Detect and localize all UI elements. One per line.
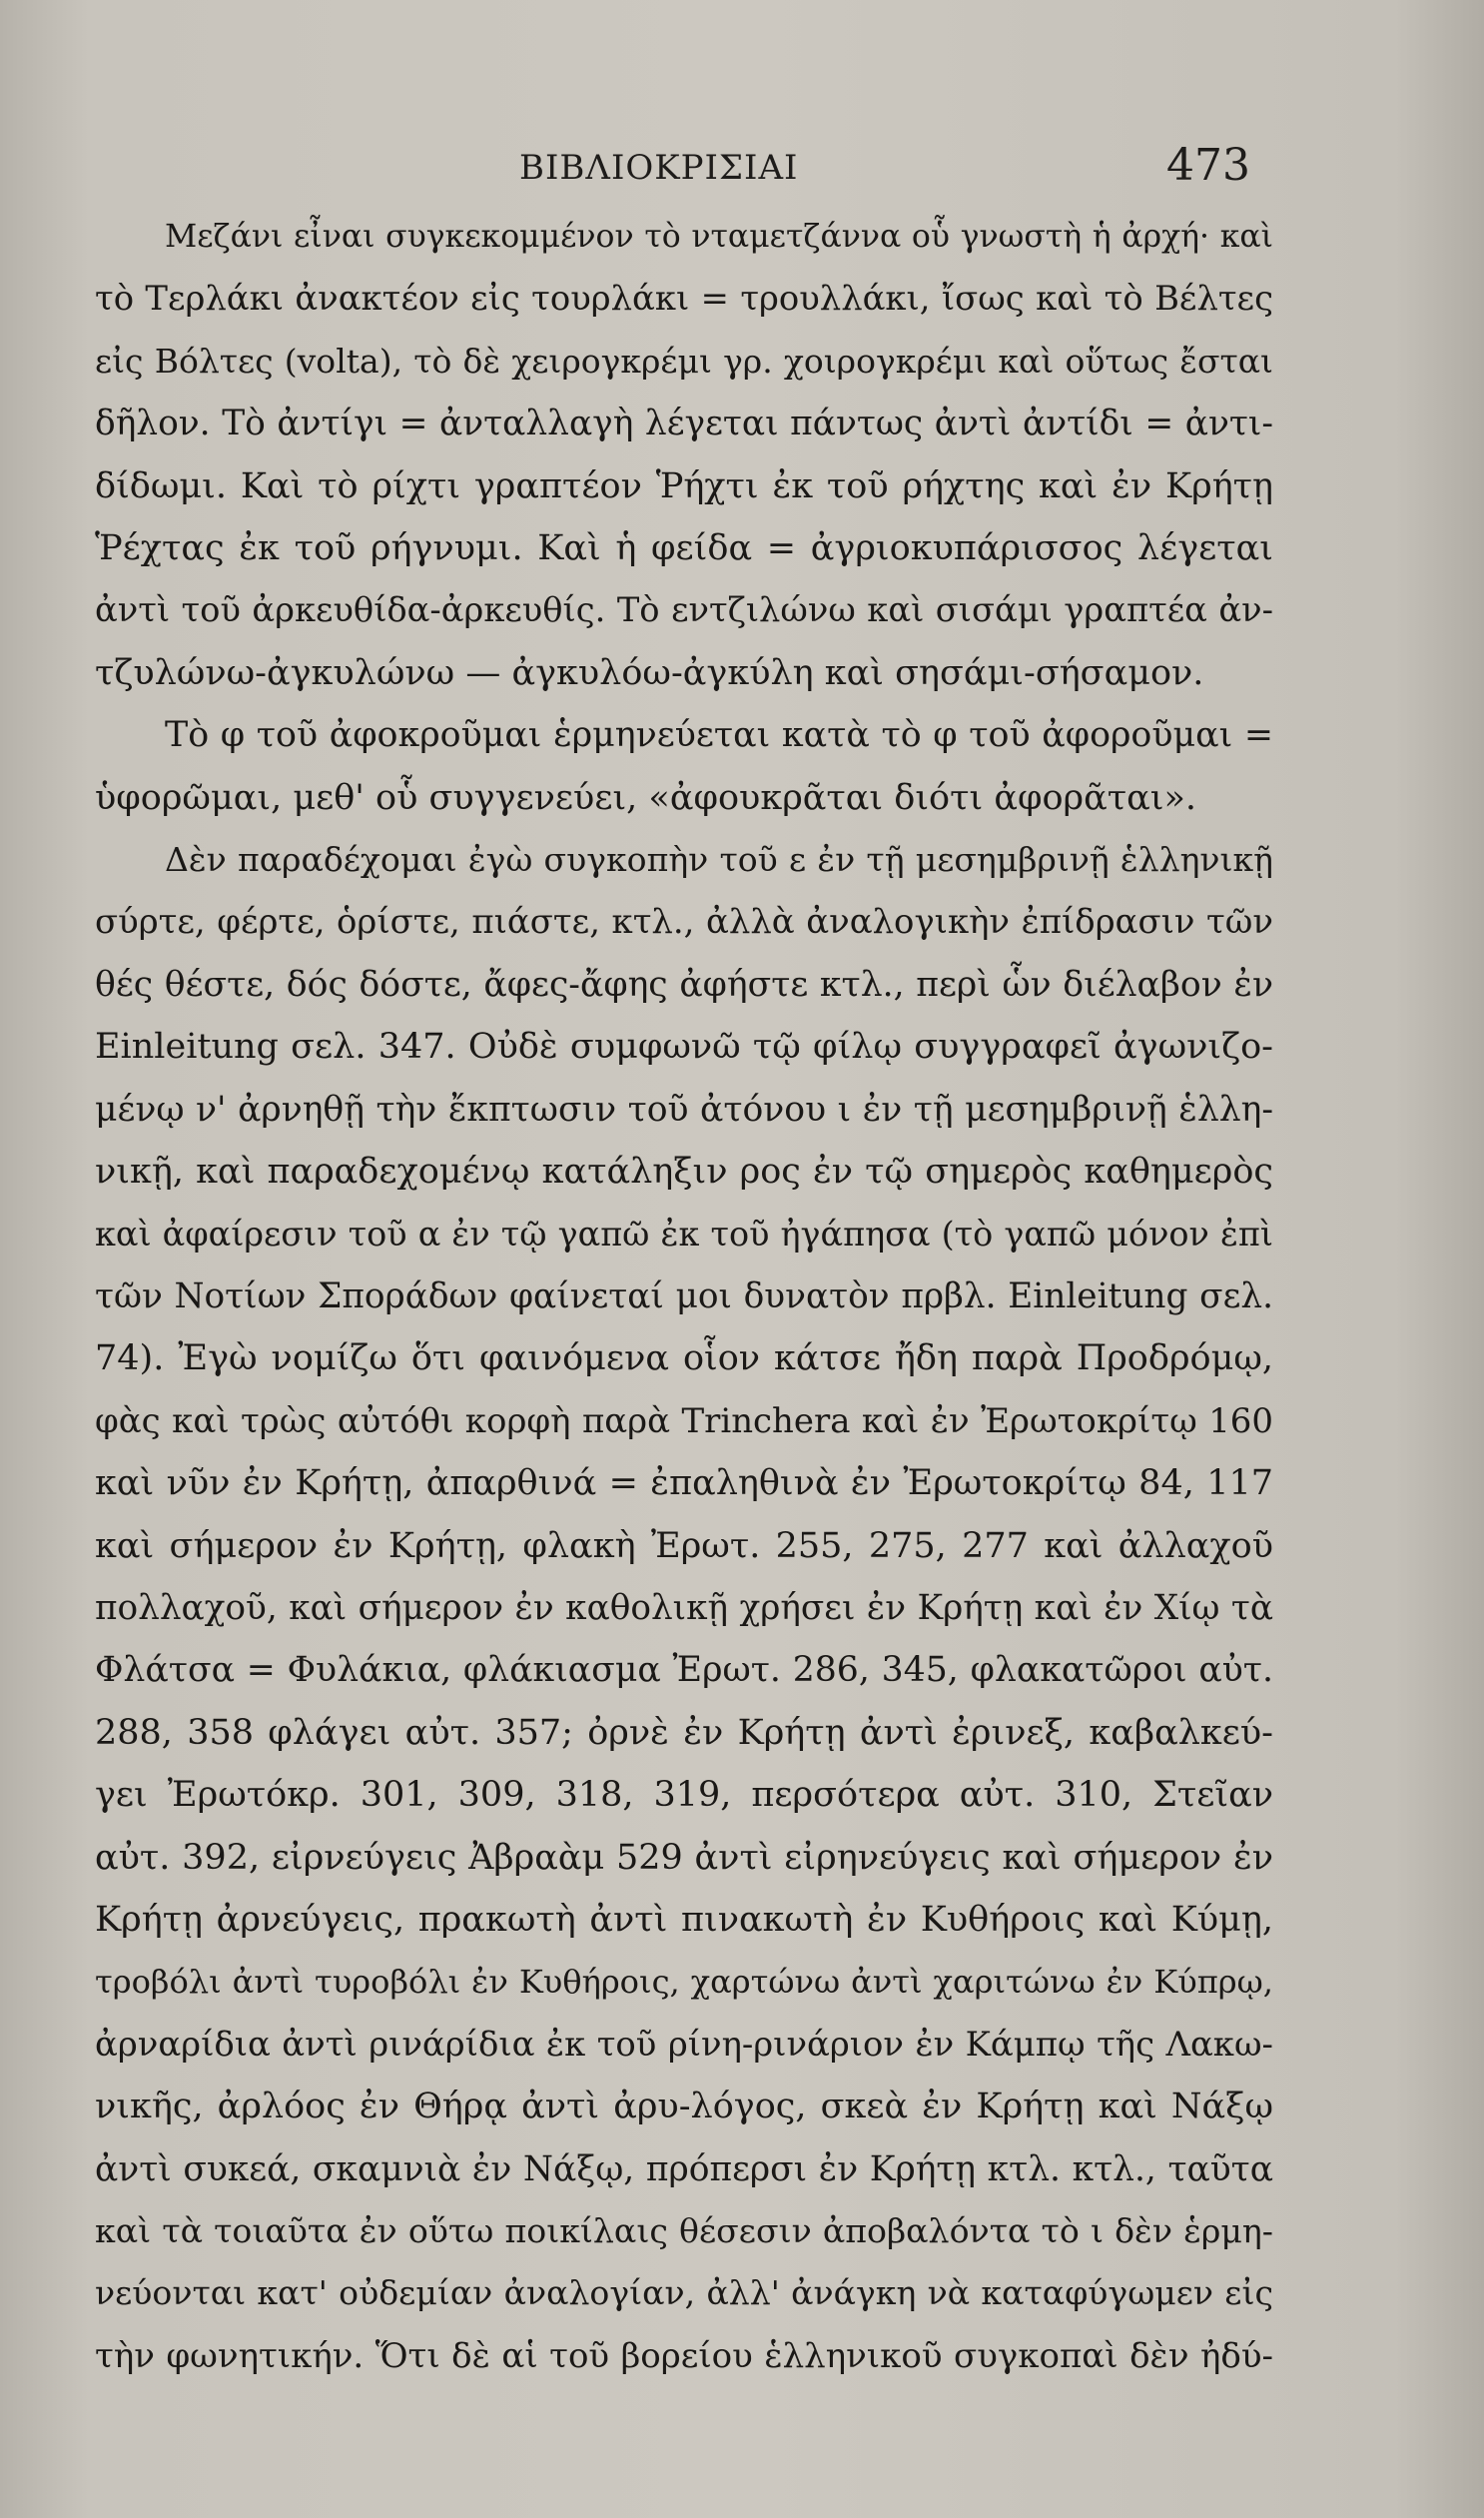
text-line: Τὸ φ τοῦ ἀφοκροῦμαι ἑρμηνεύεται κατὰ τὸ φ τοῦ ἀφοροῦμαι = [165,715,1273,756]
page-header [0,140,1484,200]
running-head: ΒΙΒΛΙΟΚΡΙΣΙΑΙ [519,148,799,188]
text-line: τζυλώνω-ἀγκυλώνω — ἀγκυλόω-ἀγκύλη καὶ σησάμι-σήσαμον. [95,652,1204,693]
text-line: εἰς Βόλτες (volta), τὸ δὲ χειρογκρέμι γρ. χοιρογκρέμι καὶ οὕτως ἔσται [95,341,1273,381]
text-line: καὶ νῦν ἐν Κρήτῃ, ἀπαρθινά = ἐπαληθινὰ ἐν Ἐρωτοκρίτῳ 84, 117 [95,1463,1273,1504]
text-line: ἀντὶ τοῦ ἀρκευθίδα-ἀρκευθίς. Τὸ εντζιλώνω καὶ σισάμι γραπτέα ἀν- [95,590,1273,630]
text-line: νικῇ, καὶ παραδεχομένῳ κατάληξιν ρος ἐν τῷ σημερὸς καθημερὸς [95,1152,1273,1193]
body-text [95,206,1273,2387]
text-line: Einleitung σελ. 347. Οὐδὲ συμφωνῶ τῷ φίλῳ συγγραφεῖ ἀγωνιζο- [95,1027,1273,1068]
text-line: φὰς καὶ τρὼς αὐτόθι κορφὴ παρὰ Trinchera καὶ ἐν Ἐρωτοκρίτῳ 160 [95,1400,1273,1441]
text-line: αὐτ. 392, εἰρνεύγεις Ἀβραὰμ 529 ἀντὶ εἰρηνεύγεις καὶ σήμερον ἐν [95,1837,1273,1878]
text-line: καὶ ἀφαίρεσιν τοῦ α ἐν τῷ γαπῶ ἐκ τοῦ ἠγάπησα (τὸ γαπῶ μόνον ἐπὶ [95,1214,1273,1254]
text-line: τὸ Τερλάκι ἀνακτέον εἰς τουρλάκι = τρουλλάκι, ἴσως καὶ τὸ Βέλτες [95,279,1273,319]
text-line: θές θέστε, δός δόστε, ἄφες-ἄφης ἀφήστε κτλ., περὶ ὧν διέλαβον ἐν [95,964,1273,1005]
text-line: ἀρναρίδια ἀντὶ ρινάρίδια ἐκ τοῦ ρίνη-ρινάριον ἐν Κάμπῳ τῆς Λακω- [95,2024,1273,2064]
text-line: νικῆς, ἀρλόος ἐν Θήρᾳ ἀντὶ ἀρυ-λόγος, σκεὰ ἐν Κρήτῃ καὶ Νάξῳ [95,2087,1273,2127]
page-number: 473 [1166,140,1250,191]
text-line: ὑφορῶμαι, μεθ' οὗ συγγενεύει, «ἀφουκρᾶται διότι ἀφορᾶται». [95,777,1197,818]
text-line: δίδωμι. Καὶ τὸ ρίχτι γραπτέον Ῥήχτι ἐκ τοῦ ρήχτης καὶ ἐν Κρήτῃ [95,465,1273,506]
text-line: καὶ τὰ τοιαῦτα ἐν οὕτω ποικίλαις θέσεσιν ἀποβαλόντα τὸ ι δὲν ἑρμη- [95,2211,1273,2250]
text-line: τῶν Νοτίων Σποράδων φαίνεταί μοι δυνατὸν πρβλ. Einleitung σελ. [95,1275,1273,1316]
text-line: Φλάτσα = Φυλάκια, φλάκιασμα Ἐρωτ. 286, 345, φλακατῶροι αὐτ. [95,1650,1273,1691]
text-line: νεύονται κατ' οὐδεμίαν ἀναλογίαν, ἀλλ' ἀνάγκη νὰ καταφύγωμεν εἰς [95,2273,1273,2313]
text-line: Κρήτῃ ἀρνεύγεις, πρακωτὴ ἀντὶ πινακωτὴ ἐν Κυθήροις καὶ Κύμῃ, [95,1899,1273,1940]
text-line: Δὲν παραδέχομαι ἐγὼ συγκοπὴν τοῦ ε ἐν τῇ μεσημβρινῇ ἑλληνικῇ [165,840,1273,880]
text-line: γει Ἐρωτόκρ. 301, 309, 318, 319, περσότερα αὐτ. 310, Στεῖαν [95,1775,1273,1816]
text-line: μένῳ ν' ἀρνηθῇ τὴν ἔκπτωσιν τοῦ ἀτόνου ι ἐν τῇ μεσημβρινῇ ἑλλη- [95,1089,1273,1130]
text-line: Μεζάνι εἶναι συγκεκομμένον τὸ νταμετζάννα οὗ γνωστὴ ἡ ἀρχή· καὶ [165,219,1273,255]
text-line: Ῥέχτας ἐκ τοῦ ρήγνυμι. Καὶ ἡ φείδα = ἀγριοκυπάρισσος λέγεται [95,528,1273,569]
text-line: σύρτε, φέρτε, ὁρίστε, πιάστε, κτλ., ἀλλὰ ἀναλογικὴν ἐπίδρασιν τῶν [95,902,1273,942]
text-line: 288, 358 φλάγει αὐτ. 357; ὀρνὲ ἐν Κρήτῃ ἀντὶ ἐρινεξ, καβαλκεύ- [95,1712,1273,1753]
text-line: ἀντὶ συκεά, σκαμνιὰ ἐν Νάξῳ, πρόπερσι ἐν Κρήτῃ κτλ. κτλ., ταῦτα [95,2148,1273,2189]
text-line: τὴν φωνητικήν. Ὅτι δὲ αἱ τοῦ βορείου ἑλληνικοῦ συγκοπαὶ δὲν ἠδύ- [95,2335,1273,2376]
text-line: πολλαχοῦ, καὶ σήμερον ἐν καθολικῇ χρήσει ἐν Κρήτῃ καὶ ἐν Χίῳ τὰ [95,1587,1273,1628]
text-line: καὶ σήμερον ἐν Κρήτῃ, φλακὴ Ἐρωτ. 255, 275, 277 καὶ ἀλλαχοῦ [95,1525,1273,1566]
text-line: τροβόλι ἀντὶ τυροβόλι ἐν Κυθήροις, χαρτώνω ἀντὶ χαριτώνω ἐν Κύπρῳ, [95,1963,1273,2002]
text-line: δῆλον. Τὸ ἀντίγι = ἀνταλλαγὴ λέγεται πάντως ἀντὶ ἀντίδι = ἀντι- [95,404,1273,444]
text-line: 74). Ἐγὼ νομίζω ὅτι φαινόμενα οἷον κάτσε ἤδη παρὰ Προδρόμῳ, [95,1338,1273,1379]
